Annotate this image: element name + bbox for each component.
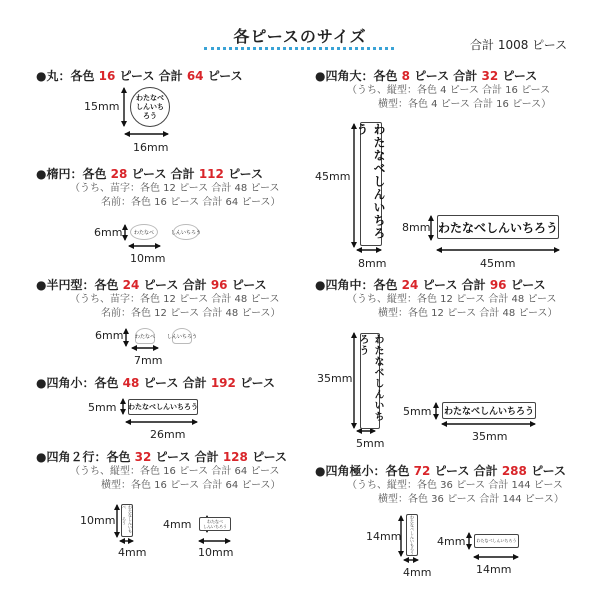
- shikaku-2-sub-2: 横型：各色 16 ピース 合計 64 ピース）: [101, 480, 281, 491]
- shikaku-gokusho-v-height-label: 14mm: [366, 530, 402, 543]
- shikaku-sho-width-label: 26mm: [150, 428, 186, 441]
- shikaku-2-h-height-label: 4mm: [163, 518, 192, 531]
- shikaku-dai-h-width-label: 45mm: [480, 257, 516, 270]
- shikaku-gokusho-h-height-label: 4mm: [437, 535, 466, 548]
- maru-width-label: 16mm: [133, 141, 169, 154]
- shikaku-chu-v-piece: わたなべしんいちろう: [360, 333, 380, 429]
- shikaku-gokusho-sub-1: （うち、縦型：各色 36 ピース 合計 144 ピース: [347, 480, 563, 491]
- shikaku-chu-h-piece: わたなべしんいちろう: [442, 402, 536, 419]
- shikaku-2-header: ●四角２行：各色 32 ピース 合計 128 ピース: [36, 450, 287, 464]
- shikaku-2-h-line-1: わたなべ: [207, 519, 223, 524]
- shikaku-2-v-height-label: 10mm: [80, 514, 116, 527]
- shikaku-chu-v-height-label: 35mm: [317, 372, 353, 385]
- shikaku-gokusho-h-piece: わたなべしんいちろう: [474, 534, 519, 548]
- hanen-piece-1: わたなべ: [135, 328, 155, 344]
- shikaku-dai-header: ●四角大：各色 8 ピース 合計 32 ピース: [315, 69, 538, 83]
- shikaku-chu-h-height-label: 5mm: [403, 405, 432, 418]
- maru-piece: [130, 87, 170, 127]
- page-title: 各ピースのサイズ: [233, 27, 367, 46]
- shikaku-2-h-width-label: 10mm: [198, 546, 234, 559]
- shikaku-2-h-piece: [199, 517, 231, 531]
- shikaku-dai-sub-1: （うち、縦型：各色 4 ピース 合計 16 ピース: [347, 85, 551, 96]
- daen-sub-2: 名前：各色 16 ピース 合計 64 ピース）: [101, 197, 281, 208]
- shikaku-sho-piece: わたなべしんいちろう: [128, 399, 198, 415]
- daen-height-label: 6mm: [94, 226, 123, 239]
- shikaku-dai-v-width-label: 8mm: [358, 257, 387, 270]
- shikaku-dai-sub-2: 横型：各色 4 ピース 合計 16 ピース）: [378, 99, 552, 110]
- shikaku-2-sub-1: （うち、縦型：各色 16 ピース 合計 64 ピース: [70, 466, 280, 477]
- daen-header: ●楕円：各色 28 ピース 合計 112 ピース: [36, 167, 263, 181]
- shikaku-dai-h-piece: わたなべしんいちろう: [437, 215, 559, 239]
- maru-header: ●丸：各色 16 ピース 合計 64 ピース: [36, 69, 243, 83]
- shikaku-sho-height-label: 5mm: [88, 401, 117, 414]
- hanen-header: ●半円型：各色 24 ピース 合計 96 ピース: [36, 278, 267, 292]
- hanen-sub-1: （うち、苗字：各色 12 ピース 合計 48 ピース: [70, 294, 280, 305]
- shikaku-gokusho-h-width-label: 14mm: [476, 563, 512, 576]
- maru-height-label: 15mm: [84, 100, 120, 113]
- daen-piece-2: しんいちろう: [173, 224, 199, 240]
- hanen-width-label: 7mm: [134, 354, 163, 367]
- shikaku-dai-v-height-label: 45mm: [315, 170, 351, 183]
- total-count: 合計 1008 ピース: [470, 38, 568, 52]
- daen-sub-1: （うち、苗字：各色 12 ピース 合計 48 ピース: [70, 183, 280, 194]
- shikaku-dai-h-height-label: 8mm: [402, 221, 431, 234]
- shikaku-2-v-piece: [121, 504, 133, 537]
- hanen-height-label: 6mm: [95, 329, 124, 342]
- shikaku-gokusho-v-width-label: 4mm: [403, 566, 432, 579]
- shikaku-2-v-line-2: しんいちろう: [122, 517, 133, 534]
- shikaku-chu-header: ●四角中：各色 24 ピース 合計 96 ピース: [315, 278, 546, 292]
- shikaku-2-h-line-2: しんいちろう: [203, 524, 227, 529]
- daen-width-label: 10mm: [130, 252, 166, 265]
- shikaku-chu-v-width-label: 5mm: [356, 437, 385, 450]
- shikaku-dai-v-piece: わたなべしんいちろう: [360, 122, 382, 246]
- shikaku-gokusho-sub-2: 横型：各色 36 ピース 合計 144 ピース）: [378, 494, 564, 505]
- shikaku-2-v-line-1: わたなべ: [122, 505, 133, 517]
- shikaku-sho-header: ●四角小：各色 48 ピース 合計 192 ピース: [36, 376, 275, 390]
- shikaku-chu-h-width-label: 35mm: [472, 430, 508, 443]
- hanen-piece-2: しんいちろう: [172, 328, 192, 344]
- maru-piece-text: わたなべ しんいちろう: [136, 93, 164, 120]
- shikaku-gokusho-v-piece: わたなべしんいちろう: [406, 514, 418, 556]
- shikaku-2-v-width-label: 4mm: [118, 546, 147, 559]
- shikaku-chu-sub-2: 横型：各色 12 ピース 合計 48 ピース）: [378, 308, 558, 319]
- daen-piece-1: わたなべ: [130, 224, 158, 240]
- shikaku-gokusho-header: ●四角極小：各色 72 ピース 合計 288 ピース: [315, 464, 566, 478]
- shikaku-chu-sub-1: （うち、縦型：各色 12 ピース 合計 48 ピース: [347, 294, 557, 305]
- hanen-sub-2: 名前：各色 12 ピース 合計 48 ピース）: [101, 308, 281, 319]
